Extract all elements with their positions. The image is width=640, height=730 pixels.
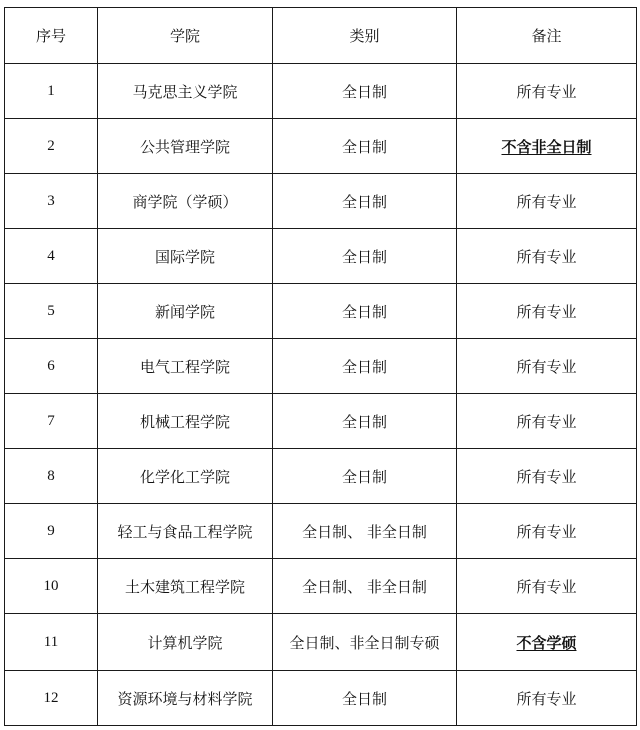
- table-row: [5, 614, 637, 671]
- table-row: [5, 504, 637, 559]
- table-header-row: [5, 8, 637, 64]
- row-note: [457, 174, 637, 229]
- row-index: 7: [5, 394, 98, 449]
- row-note: [457, 394, 637, 449]
- row-category: 全日制: [273, 64, 457, 119]
- header-school: 学院: [98, 8, 273, 64]
- row-school: 土木建筑工程学院: [98, 559, 273, 614]
- row-index: 2: [5, 119, 98, 174]
- row-note: [457, 559, 637, 614]
- table-row: [5, 119, 637, 174]
- row-note: [457, 119, 637, 174]
- row-note: [457, 229, 637, 284]
- row-note-text: 所有专业: [516, 522, 577, 541]
- row-school: 新闻学院: [98, 284, 273, 339]
- row-category: 全日制、非全日制专硕: [273, 614, 457, 671]
- row-index: 1: [5, 64, 98, 119]
- row-school: 国际学院: [98, 229, 273, 284]
- row-school: 马克思主义学院: [98, 64, 273, 119]
- row-index: 9: [5, 504, 98, 559]
- table-row: [5, 174, 637, 229]
- row-category: 全日制: [273, 394, 457, 449]
- header-category: 类别: [273, 8, 457, 64]
- row-school: 化学化工学院: [98, 449, 273, 504]
- row-index: 8: [5, 449, 98, 504]
- table-row: [5, 64, 637, 119]
- row-note: [457, 504, 637, 559]
- table-row: [5, 671, 637, 726]
- row-index: 10: [5, 559, 98, 614]
- header-note: 备注: [457, 8, 637, 64]
- row-index: 12: [5, 671, 98, 726]
- row-note: [457, 449, 637, 504]
- colleges-table: [4, 7, 637, 726]
- row-note: [457, 614, 637, 671]
- row-school: 计算机学院: [98, 614, 273, 671]
- row-category: 全日制: [273, 339, 457, 394]
- row-category: 全日制: [273, 671, 457, 726]
- header-index: 序号: [5, 8, 98, 64]
- row-category: 全日制: [273, 119, 457, 174]
- table-row: [5, 229, 637, 284]
- row-note-text: 所有专业: [516, 577, 577, 596]
- row-note: [457, 284, 637, 339]
- row-school: 公共管理学院: [98, 119, 273, 174]
- row-school: 机械工程学院: [98, 394, 273, 449]
- row-note-text-emphasized: 不含学硕: [516, 633, 577, 652]
- row-category: 全日制、 非全日制: [273, 559, 457, 614]
- row-note: [457, 671, 637, 726]
- row-school: 商学院（学硕）: [98, 174, 273, 229]
- row-index: 6: [5, 339, 98, 394]
- table-row: [5, 339, 637, 394]
- row-note-text-emphasized: 不含非全日制: [501, 137, 592, 156]
- row-index: 4: [5, 229, 98, 284]
- row-index: 5: [5, 284, 98, 339]
- row-category: 全日制: [273, 449, 457, 504]
- row-school: 资源环境与材料学院: [98, 671, 273, 726]
- table-row: [5, 449, 637, 504]
- table-row: [5, 394, 637, 449]
- row-note-text: 所有专业: [516, 357, 577, 376]
- row-school: 轻工与食品工程学院: [98, 504, 273, 559]
- row-note-text: 所有专业: [516, 467, 577, 486]
- row-note-text: 所有专业: [516, 192, 577, 211]
- row-note-text: 所有专业: [516, 689, 577, 708]
- table-row: [5, 559, 637, 614]
- table-row: [5, 284, 637, 339]
- row-note: [457, 339, 637, 394]
- row-category: 全日制: [273, 174, 457, 229]
- row-note-text: 所有专业: [516, 302, 577, 321]
- row-category: 全日制: [273, 229, 457, 284]
- row-school: 电气工程学院: [98, 339, 273, 394]
- row-note-text: 所有专业: [516, 82, 577, 101]
- row-note-text: 所有专业: [516, 247, 577, 266]
- row-category: 全日制、 非全日制: [273, 504, 457, 559]
- row-index: 11: [5, 614, 98, 671]
- row-category: 全日制: [273, 284, 457, 339]
- row-note-text: 所有专业: [516, 412, 577, 431]
- row-index: 3: [5, 174, 98, 229]
- row-note: [457, 64, 637, 119]
